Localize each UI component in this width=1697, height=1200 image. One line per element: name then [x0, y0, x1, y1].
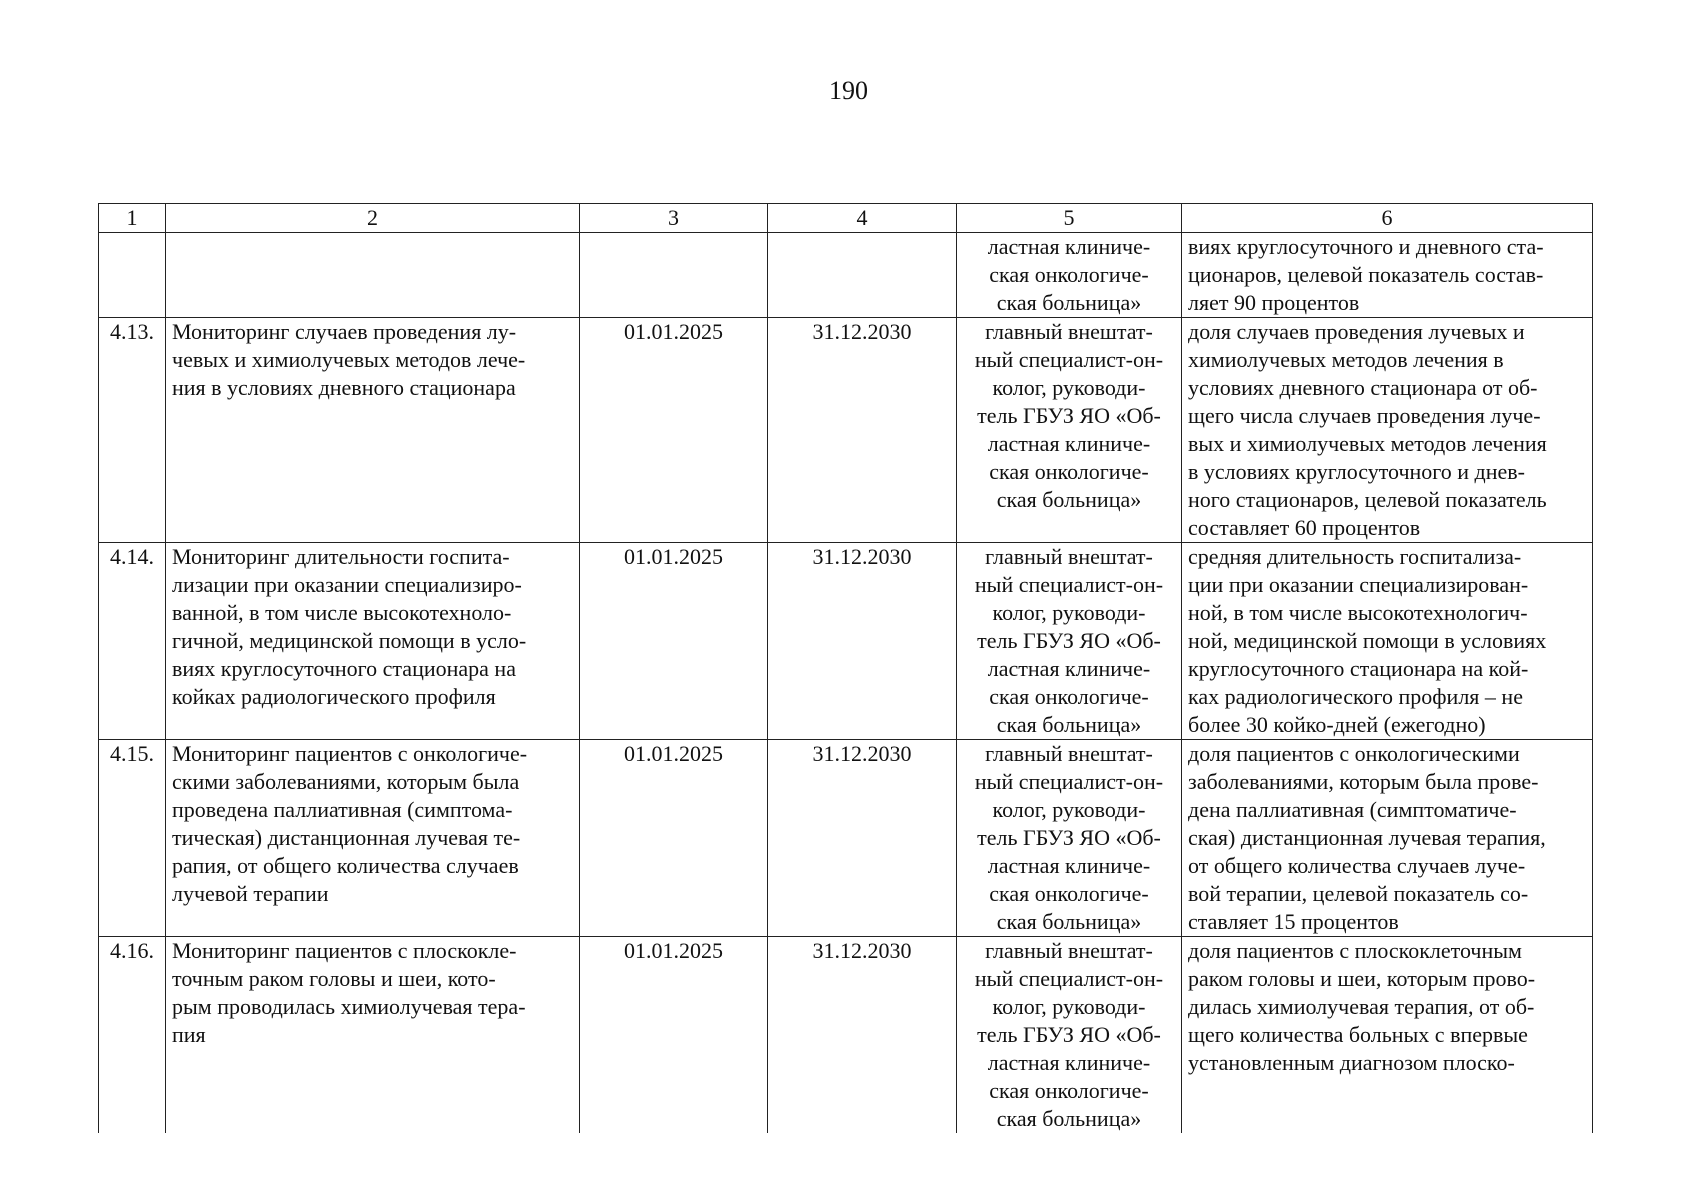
cell-text-line: от общего количества случаев луче-: [1188, 853, 1526, 878]
cell-text-line: условиях дневного стационара от об-: [1188, 375, 1538, 400]
responsible-cell: [957, 740, 1182, 937]
result-cell: [1182, 233, 1593, 318]
start-date-cell: 01.01.2025: [580, 318, 768, 543]
column-number-header: 6: [1182, 204, 1593, 233]
cell-text-line: колог, руководи-: [992, 600, 1146, 625]
column-number-header: 3: [580, 204, 768, 233]
cell-text-line: более 30 койко-дней (ежегодно): [1188, 712, 1486, 737]
row-number-cell: 4.15.: [99, 740, 166, 937]
result-cell: [1182, 543, 1593, 740]
cell-text-line: раком головы и шеи, которым прово-: [1188, 966, 1536, 991]
cell-text-line: ный специалист-он-: [974, 347, 1164, 372]
column-number-row: [99, 204, 1593, 233]
end-date-cell: [768, 233, 957, 318]
cell-text-line: составляет 60 процентов: [1188, 515, 1421, 540]
cell-text-line: тель ГБУЗ ЯО «Об-: [977, 403, 1161, 428]
cell-text-line: рым проводилась химиолучевая тера-: [172, 994, 526, 1019]
cell-text-line: ции при оказании специализирован-: [1188, 572, 1529, 597]
column-number-header: 5: [957, 204, 1182, 233]
cell-text-line: ская больница»: [996, 712, 1142, 737]
table-row: [99, 543, 1593, 740]
cell-text-line: круглосуточного стационара на кой-: [1188, 656, 1529, 681]
column-number-header: 1: [99, 204, 166, 233]
start-date-cell: 01.01.2025: [580, 740, 768, 937]
cell-text-line: ный специалист-он-: [974, 572, 1164, 597]
column-number-header: 4: [768, 204, 957, 233]
cell-text-line: главный внештат-: [985, 741, 1153, 766]
cell-text-line: средняя длительность госпитализа-: [1188, 544, 1522, 569]
cell-text-line: ния в условиях дневного стационара: [172, 375, 516, 400]
cell-text-line: тель ГБУЗ ЯО «Об-: [977, 825, 1161, 850]
responsible-cell: [957, 318, 1182, 543]
start-date-cell: [580, 233, 768, 318]
cell-text-line: ская онкологиче-: [989, 684, 1149, 709]
continuation-row: [99, 233, 1593, 318]
cell-text-line: главный внештат-: [985, 319, 1153, 344]
result-cell: [1182, 318, 1593, 543]
cell-text-line: ках радиологического профиля – не: [1188, 684, 1523, 709]
cell-text-line: тель ГБУЗ ЯО «Об-: [977, 1022, 1161, 1047]
cell-text-line: щего числа случаев проведения луче-: [1188, 403, 1541, 428]
event-cell: [166, 543, 580, 740]
cell-text-line: тическая) дистанционная лучевая те-: [172, 825, 521, 850]
cell-text-line: тель ГБУЗ ЯО «Об-: [977, 628, 1161, 653]
cell-text-line: ская больница»: [996, 290, 1142, 315]
start-date-cell: 01.01.2025: [580, 937, 768, 1134]
column-number-header: 2: [166, 204, 580, 233]
cell-text-line: гичной, медицинской помощи в усло-: [172, 628, 527, 653]
page-number: 190: [829, 76, 868, 105]
cell-text-line: дилась химиолучевая терапия, от об-: [1188, 994, 1535, 1019]
cell-text-line: главный внештат-: [985, 938, 1153, 963]
cell-text-line: ская больница»: [996, 909, 1142, 934]
cell-text-line: химиолучевых методов лечения в: [1188, 347, 1504, 372]
cell-text-line: ская онкологиче-: [989, 262, 1149, 287]
cell-text-line: проведена паллиативная (симптома-: [172, 797, 513, 822]
cell-text-line: скими заболеваниями, которым была: [172, 769, 520, 794]
cell-text-line: дена паллиативная (симптоматиче-: [1188, 797, 1517, 822]
cell-text-line: пия: [172, 1022, 206, 1047]
cell-text-line: доля пациентов с онкологическими: [1188, 741, 1520, 766]
end-date-cell: 31.12.2030: [768, 543, 957, 740]
cell-text-line: ластная клиниче-: [987, 656, 1151, 681]
cell-text-line: Мониторинг пациентов с онкологиче-: [172, 741, 528, 766]
cell-text-line: ская онкологиче-: [989, 1078, 1149, 1103]
cell-text-line: вых и химиолучевых методов лечения: [1188, 431, 1547, 456]
table-row: [99, 740, 1593, 937]
responsible-cell: [957, 543, 1182, 740]
cell-text-line: Мониторинг длительности госпита-: [172, 544, 510, 569]
cell-text-line: установленным диагнозом плоско-: [1188, 1050, 1515, 1075]
responsible-cell: [957, 233, 1182, 318]
cell-text-line: ной, медицинской помощи в условиях: [1188, 628, 1547, 653]
row-number-cell: 4.13.: [99, 318, 166, 543]
table-row: [99, 318, 1593, 543]
cell-text-line: чевых и химиолучевых методов лече-: [172, 347, 526, 372]
cell-text-line: ционаров, целевой показатель состав-: [1188, 262, 1544, 287]
cell-text-line: лучевой терапии: [172, 881, 329, 906]
result-cell: [1182, 740, 1593, 937]
cell-text-line: заболеваниями, которым была прове-: [1188, 769, 1539, 794]
event-cell: [166, 318, 580, 543]
responsible-cell: [957, 937, 1182, 1134]
cell-text-line: вой терапии, целевой показатель со-: [1188, 881, 1529, 906]
cell-text-line: лизации при оказании специализиро-: [172, 572, 522, 597]
row-number-cell: 4.16.: [99, 937, 166, 1134]
cell-text-line: ская онкологиче-: [989, 881, 1149, 906]
cell-text-line: ская больница»: [996, 487, 1142, 512]
cell-text-line: ластная клиниче-: [987, 1050, 1151, 1075]
cell-text-line: ный специалист-он-: [974, 966, 1164, 991]
cell-text-line: ванной, в том числе высокотехноло-: [172, 600, 512, 625]
cell-text-line: виях круглосуточного и дневного ста-: [1188, 234, 1544, 259]
measures-table: [98, 203, 1593, 1133]
cell-text-line: рапия, от общего количества случаев: [172, 853, 519, 878]
cell-text-line: ляет 90 процентов: [1188, 290, 1360, 315]
cell-text-line: ская онкологиче-: [989, 459, 1149, 484]
cell-text-line: ный специалист-он-: [974, 769, 1164, 794]
event-cell: [166, 937, 580, 1134]
cell-text-line: ская больница»: [996, 1106, 1142, 1131]
cell-text-line: ластная клиниче-: [987, 234, 1151, 259]
cell-text-line: главный внештат-: [985, 544, 1153, 569]
cell-text-line: ластная клиниче-: [987, 431, 1151, 456]
cell-text-line: ной, в том числе высокотехнологич-: [1188, 600, 1528, 625]
cell-text-line: щего количества больных с впервые: [1188, 1022, 1528, 1047]
event-cell: [166, 233, 580, 318]
start-date-cell: 01.01.2025: [580, 543, 768, 740]
event-cell: [166, 740, 580, 937]
result-cell: [1182, 937, 1593, 1134]
end-date-cell: 31.12.2030: [768, 318, 957, 543]
cell-text-line: точным раком головы и шеи, кото-: [172, 966, 496, 991]
cell-text-line: колог, руководи-: [992, 994, 1146, 1019]
cell-text-line: доля случаев проведения лучевых и: [1188, 319, 1525, 344]
cell-text-line: Мониторинг пациентов с плоскокле-: [172, 938, 517, 963]
table-row: [99, 937, 1593, 1134]
cell-text-line: доля пациентов с плоскоклеточным: [1188, 938, 1522, 963]
cell-text-line: ставляет 15 процентов: [1188, 909, 1399, 934]
cell-text-line: ластная клиниче-: [987, 853, 1151, 878]
end-date-cell: 31.12.2030: [768, 937, 957, 1134]
cell-text-line: Мониторинг случаев проведения лу-: [172, 319, 517, 344]
cell-text-line: в условиях круглосуточного и днев-: [1188, 459, 1526, 484]
cell-text-line: койках радиологического профиля: [172, 684, 496, 709]
cell-text-line: колог, руководи-: [992, 375, 1146, 400]
row-number-cell: 4.14.: [99, 543, 166, 740]
cell-text-line: ская) дистанционная лучевая терапия,: [1188, 825, 1546, 850]
cell-text-line: колог, руководи-: [992, 797, 1146, 822]
cell-text-line: виях круглосуточного стационара на: [172, 656, 516, 681]
end-date-cell: 31.12.2030: [768, 740, 957, 937]
cell-text-line: ного стационаров, целевой показатель: [1188, 487, 1547, 512]
row-number-cell: [99, 233, 166, 318]
